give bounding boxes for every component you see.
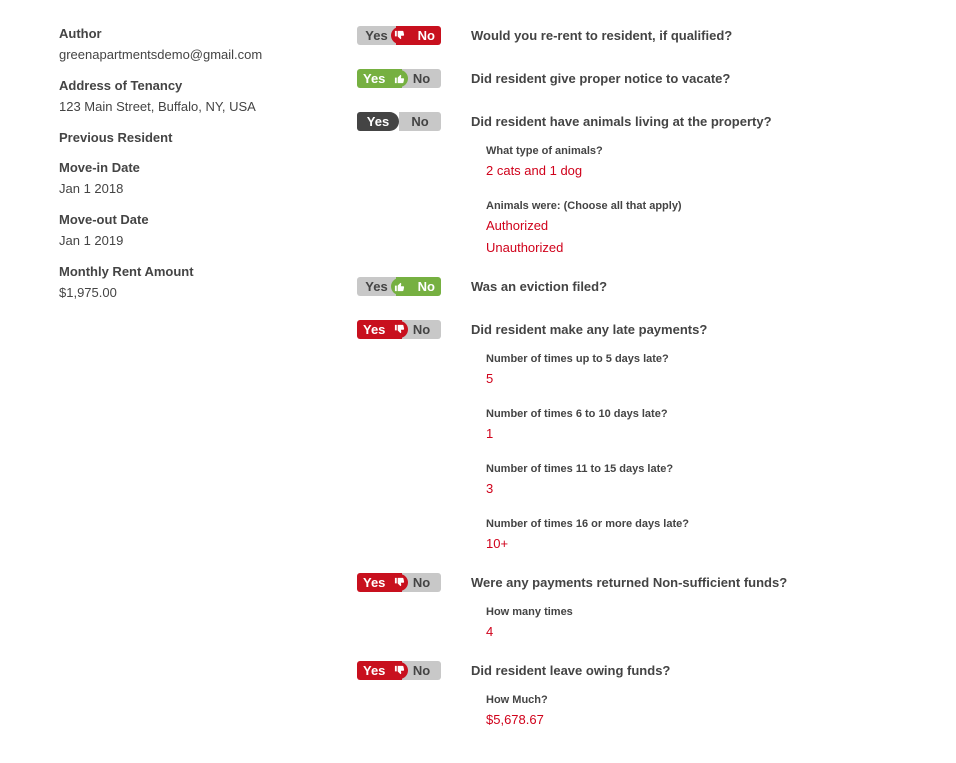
thumbs-down-icon: [391, 574, 408, 591]
yes-no-toggle[interactable]: [357, 277, 441, 296]
toggle-yes-label: Yes: [363, 322, 386, 337]
toggle-no-label: No: [412, 71, 431, 86]
question-text: Did resident leave owing funds?: [471, 663, 671, 678]
yes-no-toggle[interactable]: [357, 661, 441, 680]
move-out-field: [59, 210, 319, 252]
yes-no-toggle[interactable]: [357, 320, 441, 339]
toggle-no-label: No: [412, 322, 431, 337]
thumbs-down-icon: [391, 321, 408, 338]
detail-label: Number of times up to 5 days late?: [486, 353, 669, 365]
late-16-plus-days-detail: [486, 515, 689, 555]
previous-resident-field: [59, 128, 319, 148]
detail-label: How Much?: [486, 694, 548, 706]
question-text: Did resident have animals living at the property?: [471, 114, 772, 129]
field-label: Address of Tenancy: [59, 78, 183, 93]
toggle-no-label: No: [412, 575, 431, 590]
question-text: Did resident give proper notice to vacate?: [471, 71, 731, 86]
toggle-no-label: No: [411, 114, 429, 129]
yes-no-toggle[interactable]: [357, 26, 441, 45]
toggle-yes-label: Yes: [363, 71, 386, 86]
field-value: Jan 1 2018: [59, 181, 124, 196]
detail-value: 10+: [486, 536, 509, 551]
field-label: Monthly Rent Amount: [59, 264, 194, 279]
field-label: Move-in Date: [59, 160, 140, 175]
detail-label: Number of times 16 or more days late?: [486, 518, 689, 530]
detail-value: 1: [486, 426, 494, 441]
move-in-field: [59, 158, 319, 200]
detail-value: 4: [486, 624, 494, 639]
thumbs-up-icon: [391, 278, 408, 295]
late-5-days-detail: [486, 350, 669, 390]
detail-value: Authorized: [486, 218, 549, 233]
owing-amount-detail: [486, 691, 548, 731]
question-text: Would you re-rent to resident, if qualified?: [471, 28, 733, 43]
tenancy-info: [59, 24, 319, 314]
field-label: Previous Resident: [59, 130, 173, 145]
toggle-yes-label: Yes: [363, 663, 386, 678]
address-field: [59, 76, 319, 118]
detail-value: 5: [486, 371, 494, 386]
late-11-15-days-detail: [486, 460, 673, 500]
animal-authorization-detail: [486, 197, 682, 259]
field-value: greenapartmentsdemo@gmail.com: [59, 47, 263, 62]
field-value: $1,975.00: [59, 285, 117, 300]
question-text: Was an eviction filed?: [471, 279, 608, 294]
field-value: Jan 1 2019: [59, 233, 124, 248]
field-label: Move-out Date: [59, 212, 149, 227]
detail-label: What type of animals?: [486, 145, 603, 157]
thumbs-down-icon: [391, 27, 408, 44]
yes-no-toggle[interactable]: [357, 69, 441, 88]
nsf-count-detail: [486, 603, 573, 643]
toggle-no-label: No: [417, 279, 435, 294]
detail-value: 3: [486, 481, 494, 496]
yes-no-toggle[interactable]: [357, 573, 441, 592]
detail-value: 2 cats and 1 dog: [486, 163, 583, 178]
thumbs-down-icon: [391, 662, 408, 679]
detail-value: $5,678.67: [486, 712, 544, 727]
yes-no-toggle[interactable]: [357, 112, 441, 131]
field-value: 123 Main Street, Buffalo, NY, USA: [59, 99, 256, 114]
monthly-rent-field: [59, 262, 319, 304]
author-field: [59, 24, 319, 66]
animal-type-detail: [486, 142, 603, 182]
thumbs-up-icon: [391, 70, 408, 87]
toggle-yes-label: Yes: [363, 575, 386, 590]
detail-label: Number of times 11 to 15 days late?: [486, 463, 674, 475]
toggle-yes-label: Yes: [365, 28, 388, 43]
field-label: Author: [59, 26, 102, 41]
toggle-no-label: No: [417, 28, 435, 43]
detail-value: Unauthorized: [486, 240, 564, 255]
question-text: Did resident make any late payments?: [471, 322, 708, 337]
toggle-yes-label: Yes: [366, 114, 390, 129]
late-6-10-days-detail: [486, 405, 668, 445]
question-text: Were any payments returned Non-sufficient funds?: [471, 575, 788, 590]
detail-label: Animals were: (Choose all that apply): [486, 200, 682, 212]
detail-label: Number of times 6 to 10 days late?: [486, 408, 668, 420]
detail-label: How many times: [486, 606, 573, 618]
toggle-yes-label: Yes: [365, 279, 388, 294]
toggle-no-label: No: [412, 663, 431, 678]
